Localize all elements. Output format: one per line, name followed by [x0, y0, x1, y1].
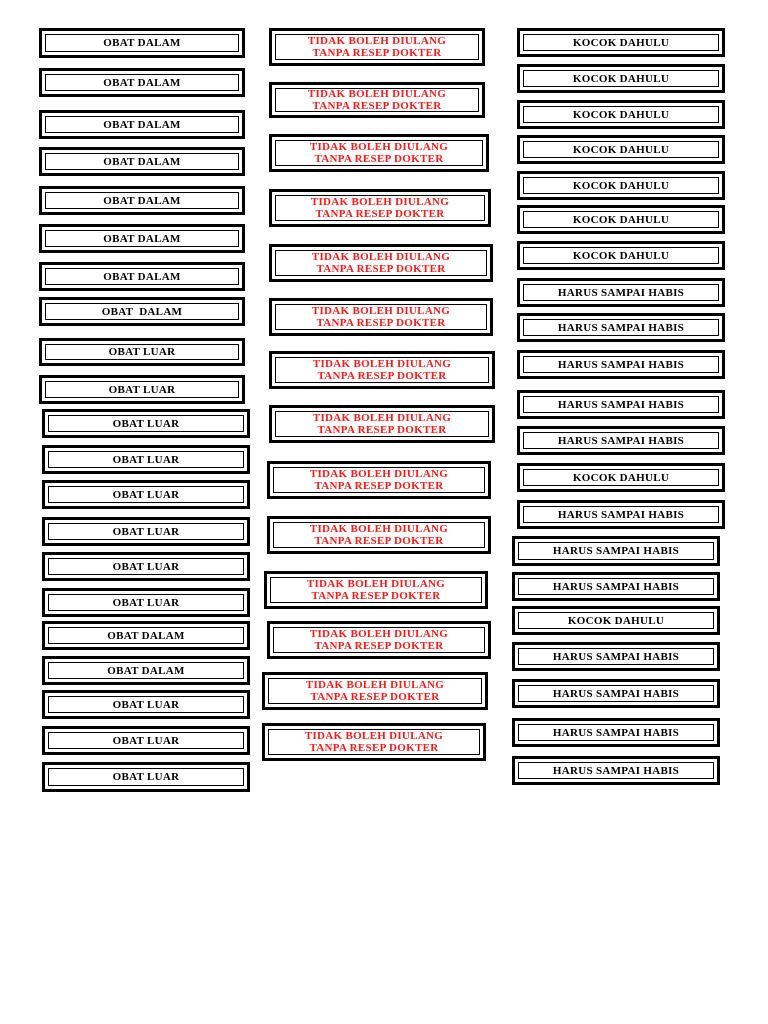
- label-text-line1: TIDAK BOLEH DIULANG: [309, 141, 449, 153]
- label-text: HARUS SAMPAI HABIS: [557, 358, 685, 371]
- middle-label: [269, 298, 493, 336]
- label-text: HARUS SAMPAI HABIS: [557, 398, 685, 411]
- label-text: HARUS SAMPAI HABIS: [552, 764, 680, 777]
- right-label: [517, 64, 725, 93]
- label-frame: [48, 486, 244, 503]
- left-label: [42, 621, 250, 650]
- middle-label: [267, 516, 491, 554]
- label-text-line1: TIDAK BOLEH DIULANG: [305, 679, 445, 691]
- left-label: [39, 338, 245, 366]
- middle-label: [269, 351, 495, 389]
- middle-label: [269, 82, 485, 118]
- label-text: OBAT LUAR: [112, 698, 180, 711]
- label-frame: [275, 140, 483, 166]
- right-label: [517, 390, 725, 419]
- label-text-line2: TANPA RESEP DOKTER: [317, 370, 447, 382]
- label-text: OBAT LUAR: [112, 734, 180, 747]
- label-text: HARUS SAMPAI HABIS: [552, 650, 680, 663]
- middle-label: [269, 405, 495, 443]
- label-text: HARUS SAMPAI HABIS: [557, 434, 685, 447]
- left-label: [39, 297, 245, 326]
- label-frame: [275, 250, 487, 276]
- label-frame: [273, 627, 485, 653]
- label-text-line1: TIDAK BOLEH DIULANG: [307, 88, 447, 100]
- label-frame: [275, 195, 485, 221]
- label-text: KOCOK DAHULU: [572, 108, 670, 121]
- label-text: OBAT LUAR: [112, 771, 180, 783]
- left-label: [42, 726, 250, 755]
- label-frame: [45, 34, 239, 52]
- label-frame: [523, 432, 719, 449]
- left-label: [39, 110, 245, 139]
- label-text-line1: TIDAK BOLEH DIULANG: [309, 468, 449, 480]
- right-label: [517, 500, 725, 529]
- right-label: [512, 679, 720, 708]
- right-label: [512, 756, 720, 785]
- middle-label: [267, 461, 491, 499]
- right-label: [517, 278, 725, 307]
- label-frame: [523, 106, 719, 123]
- left-label: [39, 68, 245, 97]
- label-text-line1: TIDAK BOLEH DIULANG: [309, 523, 449, 535]
- label-frame: [273, 522, 485, 548]
- label-text: HARUS SAMPAI HABIS: [557, 508, 685, 521]
- label-text: OBAT LUAR: [112, 525, 180, 538]
- label-frame: [518, 724, 714, 741]
- label-text: OBAT DALAM: [107, 629, 185, 642]
- label-text-line2: TANPA RESEP DOKTER: [314, 535, 444, 547]
- label-text: KOCOK DAHULU: [572, 72, 670, 85]
- label-frame: [523, 284, 719, 301]
- label-text: HARUS SAMPAI HABIS: [552, 726, 680, 739]
- label-text-line2: TANPA RESEP DOKTER: [314, 153, 444, 165]
- left-label: [42, 762, 250, 792]
- right-label: [517, 135, 725, 164]
- label-frame: [45, 192, 239, 209]
- label-text-line2: TANPA RESEP DOKTER: [309, 742, 439, 754]
- label-frame: [45, 344, 239, 360]
- left-label: [39, 186, 245, 215]
- label-text: OBAT LUAR: [108, 383, 176, 396]
- label-frame: [270, 577, 482, 603]
- label-text-line1: TIDAK BOLEH DIULANG: [312, 358, 452, 370]
- label-text-line1: TIDAK BOLEH DIULANG: [309, 628, 449, 640]
- label-text-line1: TIDAK BOLEH DIULANG: [311, 251, 451, 263]
- left-label: [39, 262, 245, 291]
- left-label: [42, 517, 250, 546]
- label-text-line2: TANPA RESEP DOKTER: [314, 480, 444, 492]
- label-text-line1: TIDAK BOLEH DIULANG: [312, 412, 452, 424]
- right-label: [512, 536, 720, 566]
- label-frame: [45, 303, 239, 320]
- left-label: [39, 375, 245, 404]
- label-frame: [48, 523, 244, 540]
- label-frame: [275, 304, 487, 330]
- left-label: [42, 656, 250, 685]
- label-text: OBAT DALAM: [103, 194, 181, 207]
- label-text: OBAT LUAR: [112, 596, 180, 609]
- label-frame: [48, 696, 244, 713]
- left-label: [42, 409, 250, 438]
- label-text: OBAT DALAM: [103, 232, 181, 245]
- right-label: [512, 606, 720, 635]
- middle-label: [269, 134, 489, 172]
- label-frame: [523, 34, 719, 51]
- label-frame: [523, 247, 719, 264]
- right-label: [512, 642, 720, 671]
- label-text: OBAT DALAM: [107, 664, 185, 677]
- label-text: OBAT LUAR: [112, 453, 180, 466]
- label-frame: [45, 381, 239, 398]
- label-text: KOCOK DAHULU: [572, 213, 670, 226]
- label-frame: [45, 74, 239, 91]
- label-frame: [48, 415, 244, 432]
- middle-label: [269, 244, 493, 282]
- middle-label: [262, 672, 488, 710]
- left-label: [42, 588, 250, 617]
- left-label: [42, 690, 250, 719]
- label-text-line2: TANPA RESEP DOKTER: [312, 47, 442, 59]
- label-text-line1: TIDAK BOLEH DIULANG: [311, 305, 451, 317]
- label-frame: [48, 768, 244, 786]
- label-text: OBAT DALAM: [103, 37, 181, 49]
- label-frame: [518, 762, 714, 779]
- label-text: HARUS SAMPAI HABIS: [557, 286, 685, 299]
- label-text-line2: TANPA RESEP DOKTER: [316, 317, 446, 329]
- label-text: OBAT DALAM: [103, 155, 181, 168]
- label-frame: [518, 542, 714, 560]
- right-label: [517, 171, 725, 200]
- right-label: [512, 572, 720, 601]
- label-text-line2: TANPA RESEP DOKTER: [310, 691, 440, 703]
- right-label: [517, 350, 725, 379]
- label-text: KOCOK DAHULU: [572, 36, 670, 49]
- label-text: OBAT LUAR: [108, 346, 176, 358]
- right-label: [517, 241, 725, 270]
- label-frame: [45, 116, 239, 133]
- label-frame: [523, 177, 719, 194]
- left-label: [39, 224, 245, 253]
- label-frame: [48, 594, 244, 611]
- label-frame: [523, 141, 719, 158]
- label-text-line2: TANPA RESEP DOKTER: [316, 263, 446, 275]
- label-frame: [275, 34, 479, 60]
- middle-label: [262, 723, 486, 761]
- label-text: KOCOK DAHULU: [572, 249, 670, 262]
- label-frame: [523, 70, 719, 87]
- label-frame: [523, 506, 719, 523]
- label-frame: [523, 469, 719, 486]
- label-frame: [48, 627, 244, 644]
- label-text: OBAT LUAR: [112, 488, 180, 501]
- label-text: OBAT DALAM: [103, 270, 181, 283]
- label-text: HARUS SAMPAI HABIS: [557, 321, 685, 334]
- label-text-line1: TIDAK BOLEH DIULANG: [304, 730, 444, 742]
- label-text-line2: TANPA RESEP DOKTER: [311, 590, 441, 602]
- label-frame: [48, 732, 244, 749]
- label-text: OBAT DALAM: [101, 305, 183, 318]
- label-text: KOCOK DAHULU: [572, 471, 670, 484]
- label-text-line2: TANPA RESEP DOKTER: [312, 100, 442, 112]
- label-text: OBAT LUAR: [112, 417, 180, 430]
- label-text: OBAT DALAM: [103, 76, 181, 89]
- label-text: HARUS SAMPAI HABIS: [552, 687, 680, 700]
- label-frame: [523, 396, 719, 413]
- label-text: KOCOK DAHULU: [567, 614, 665, 627]
- label-frame: [518, 578, 714, 595]
- label-frame: [518, 612, 714, 629]
- right-label: [517, 463, 725, 492]
- middle-label: [264, 571, 488, 609]
- label-frame: [268, 678, 482, 704]
- label-text-line1: TIDAK BOLEH DIULANG: [306, 578, 446, 590]
- label-text: HARUS SAMPAI HABIS: [552, 545, 680, 557]
- label-frame: [48, 662, 244, 679]
- label-frame: [275, 411, 489, 437]
- label-text-line2: TANPA RESEP DOKTER: [314, 640, 444, 652]
- label-frame: [518, 685, 714, 702]
- middle-label: [269, 28, 485, 66]
- middle-label: [269, 189, 491, 227]
- label-frame: [273, 467, 485, 493]
- right-label: [517, 205, 725, 234]
- left-label: [42, 445, 250, 474]
- label-frame: [45, 153, 239, 170]
- label-frame: [268, 729, 480, 755]
- right-label: [517, 100, 725, 129]
- right-label: [512, 718, 720, 747]
- label-text: OBAT LUAR: [112, 560, 180, 573]
- left-label: [39, 28, 245, 58]
- label-text: KOCOK DAHULU: [572, 143, 670, 156]
- label-text: HARUS SAMPAI HABIS: [552, 580, 680, 593]
- label-frame: [45, 230, 239, 247]
- label-frame: [523, 211, 719, 228]
- right-label: [517, 28, 725, 57]
- label-text-line1: TIDAK BOLEH DIULANG: [307, 35, 447, 47]
- label-frame: [275, 357, 489, 383]
- label-frame: [45, 268, 239, 285]
- right-label: [517, 426, 725, 455]
- label-text: KOCOK DAHULU: [572, 179, 670, 192]
- label-text-line1: TIDAK BOLEH DIULANG: [310, 196, 450, 208]
- label-frame: [48, 451, 244, 468]
- left-label: [39, 147, 245, 176]
- left-label: [42, 552, 250, 581]
- middle-label: [267, 621, 491, 659]
- label-frame: [48, 558, 244, 575]
- label-text-line2: TANPA RESEP DOKTER: [315, 208, 445, 220]
- label-frame: [523, 356, 719, 373]
- label-text-line2: TANPA RESEP DOKTER: [317, 424, 447, 436]
- right-label: [517, 313, 725, 342]
- label-frame: [275, 88, 479, 112]
- left-label: [42, 480, 250, 509]
- label-text: OBAT DALAM: [103, 118, 181, 131]
- label-frame: [518, 648, 714, 665]
- label-frame: [523, 319, 719, 336]
